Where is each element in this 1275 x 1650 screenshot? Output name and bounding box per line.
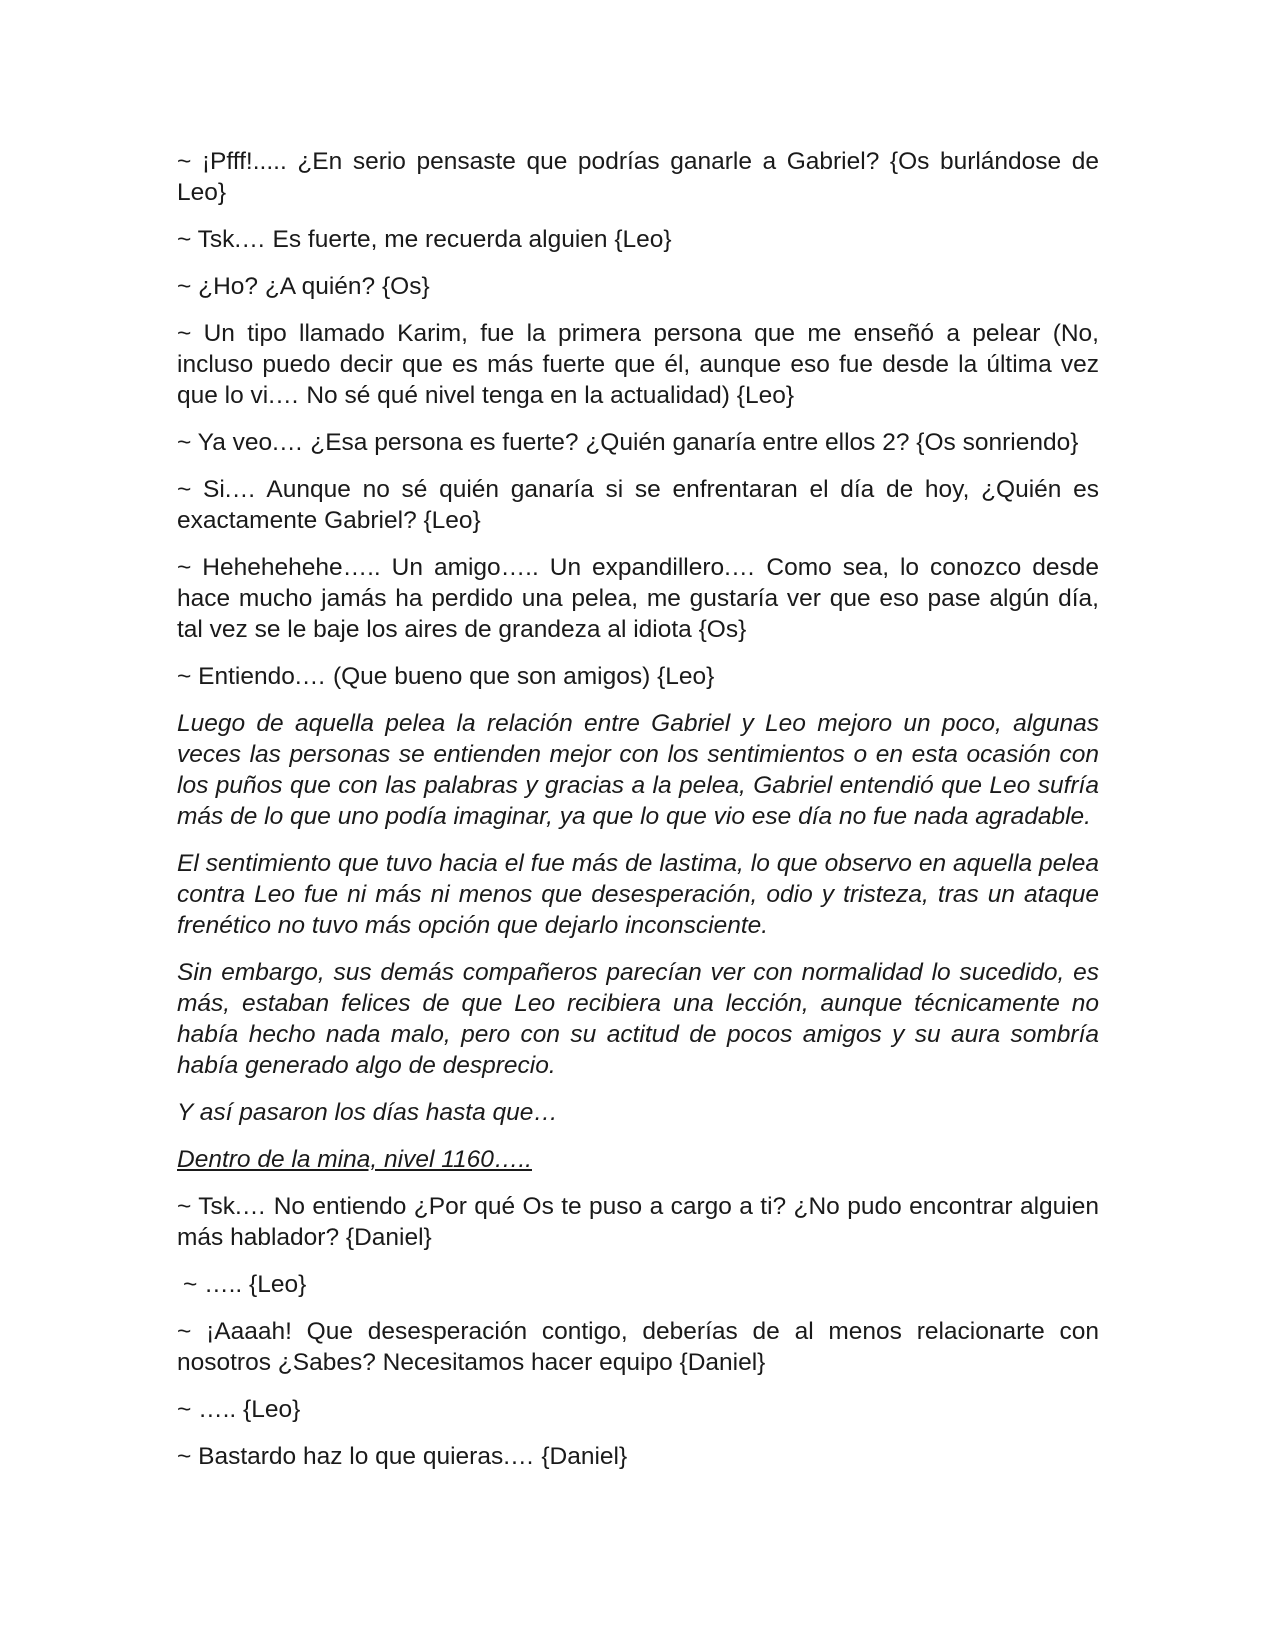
dialogue-line: ~ Tsk.… Es fuerte, me recuerda alguien {Leo} [177,226,672,253]
dialogue-line: ~ Entiendo.… (Que bueno que son amigos) {Leo} [177,663,715,690]
dialogue-line: ~ Si.… Aunque no sé quién ganaría si se enfrentaran el día de hoy, ¿Quién es exactamente Gabriel? {Leo} [177,476,1099,534]
dialogue-line: ~ Bastardo haz lo que quieras.… {Daniel} [177,1443,628,1470]
dialogue-line: ~ ….. {Leo} [177,1396,301,1423]
dialogue-line: ~ ¡Aaaah! Que desesperación contigo, deberías de al menos relacionarte con nosotros ¿Sabes? Necesitamos hacer equipo {Daniel} [177,1318,1099,1376]
dialogue-line: ~ Un tipo llamado Karim, fue la primera persona que me enseñó a pelear (No, incluso puedo decir que es más fuerte que él, aunque eso fue desde la última vez que lo vi.… No sé qué nivel tenga en la actualidad) {Leo} [177,320,1099,409]
document-page [177,146,1099,1488]
dialogue-line: ~ ¿Ho? ¿A quién? {Os} [177,273,430,300]
narration-paragraph: Sin embargo, sus demás compañeros parecían ver con normalidad lo sucedido, es más, estaban felices de que Leo recibiera una lección, aunque técnicamente no había hecho nada malo, pero con su actitud de pocos amigos y su aura sombría había generado algo de desprecio. [177,959,1099,1079]
dialogue-line: ~ Ya veo.… ¿Esa persona es fuerte? ¿Quién ganaría entre ellos 2? {Os sonriendo} [177,429,1079,456]
narration-paragraph: Luego de aquella pelea la relación entre Gabriel y Leo mejoro un poco, algunas veces las personas se entienden mejor con los sentimientos o en esta ocasión con los puños que con las palabras y gracias a la pelea, Gabriel entendió que Leo sufría más de lo que uno podía imaginar, ya que lo que vio ese día no fue nada agradable. [177,710,1099,830]
narration-paragraph: El sentimiento que tuvo hacia el fue más de lastima, lo que observo en aquella pelea contra Leo fue ni más ni menos que desesperación, odio y tristeza, tras un ataque frenético no tuvo más opción que dejarlo inconsciente. [177,850,1099,939]
narration-paragraph: Y así pasaron los días hasta que… [177,1099,558,1126]
dialogue-line: ~ Tsk.… No entiendo ¿Por qué Os te puso a cargo a ti? ¿No pudo encontrar alguien más hablador? {Daniel} [177,1193,1099,1251]
dialogue-line: ~ Hehehehehe….. Un amigo….. Un expandillero.… Como sea, lo conozco desde hace mucho jamás ha perdido una pelea, me gustaría ver que eso pase algún día, tal vez se le baje los aires de grandeza al idiota {Os} [177,554,1099,643]
dialogue-line: ~ ….. {Leo} [183,1271,307,1298]
dialogue-line: ~ ¡Pfff!..... ¿En serio pensaste que podrías ganarle a Gabriel? {Os burlándose de Leo} [177,148,1099,206]
scene-heading: Dentro de la mina, nivel 1160….. [177,1146,532,1173]
